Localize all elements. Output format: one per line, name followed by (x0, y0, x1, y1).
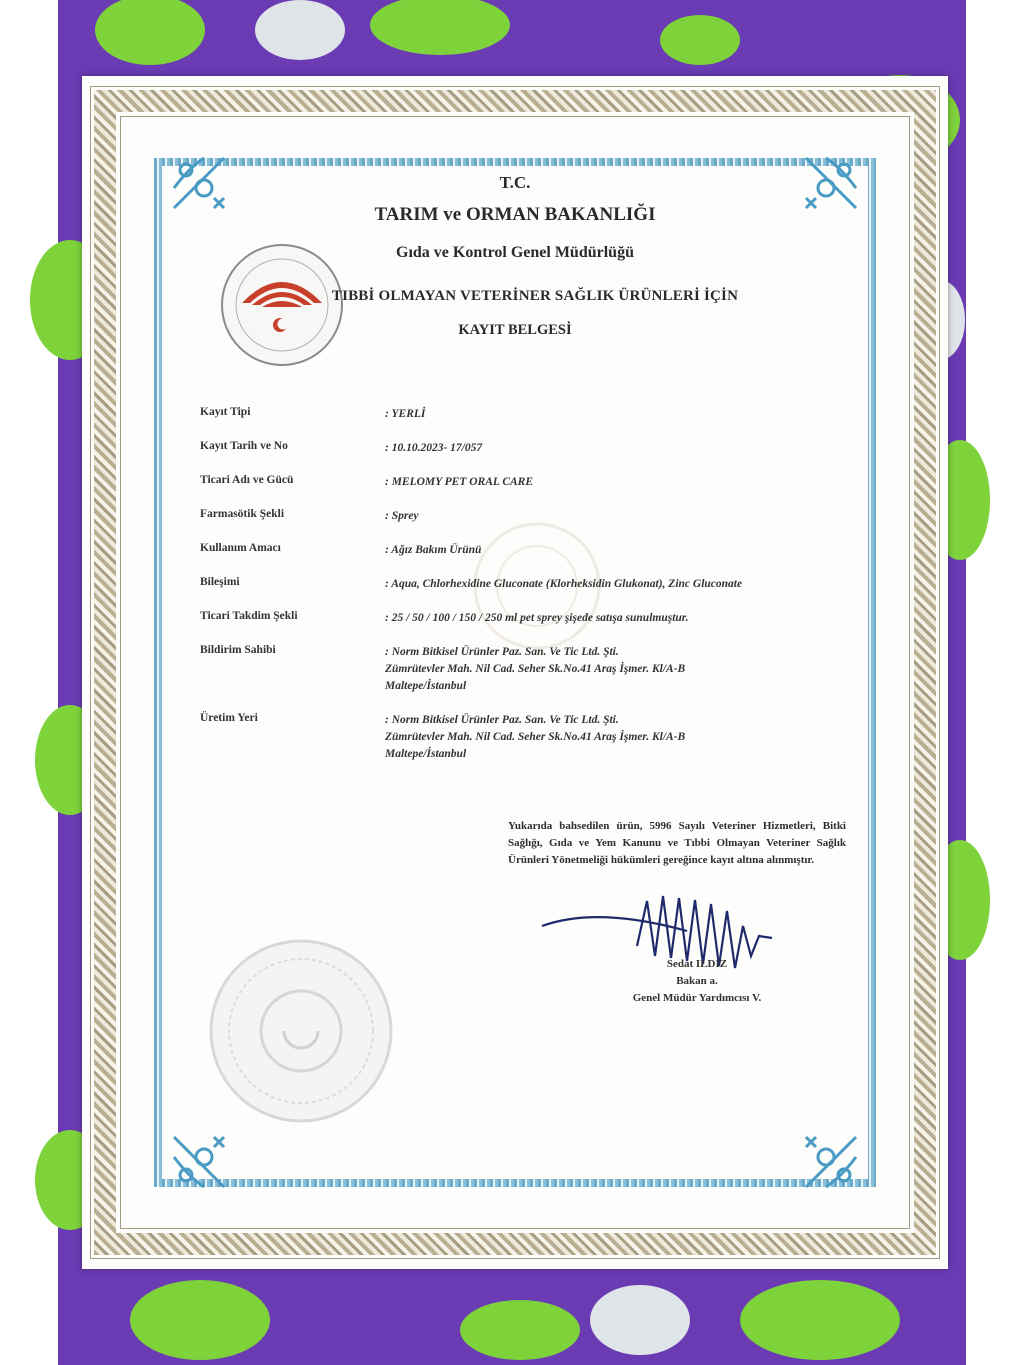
field-label: Kayıt Tarih ve No (200, 440, 288, 452)
field-label: Kullanım Amacı (200, 542, 281, 554)
field-value: : Sprey (385, 510, 419, 522)
registration-statement: Yukarıda bahsedilen ürün, 5996 Sayılı Veteriner Hizmetleri, Bitki Sağlığı, Gıda ve Yem Kanunu ve Tıbbi Olmayan Veteriner Sağlık Ürünleri Yönetmeliği hükümleri gereğince kayıt altına alınmıştır. (508, 820, 846, 866)
registration-certificate (82, 76, 948, 1269)
address-line: : Norm Bitkisel Ürünler Paz. San. Ve Tic Ltd. Şti. (385, 646, 619, 658)
field-value (385, 712, 865, 763)
embossed-seal-icon (206, 936, 396, 1126)
address-line: Maltepe/İstanbul (385, 748, 467, 760)
document-title-line2: KAYIT BELGESİ (458, 322, 572, 338)
signatory-title: Genel Müdür Yardımcısı V. (632, 992, 762, 1004)
field-label: Farmasötik Şekli (200, 508, 285, 520)
field-value: : 25 / 50 / 100 / 150 / 250 ml pet sprey şişede satışa sunulmuştur. (385, 612, 689, 624)
field-value (385, 644, 865, 695)
corner-ornament-icon (786, 1117, 866, 1197)
corner-ornament-icon (164, 1117, 244, 1197)
document-title-line1: TIBBİ OLMAYAN VETERİNER SAĞLIK ÜRÜNLERİ İÇİN (331, 288, 739, 304)
field-label: Kayıt Tipi (200, 406, 251, 418)
field-label: Üretim Yeri (200, 712, 258, 724)
field-label: Ticari Adı ve Gücü (200, 474, 294, 486)
address-line: Zümrütevler Mah. Nil Cad. Seher Sk.No.41 Araş İşmer. Kl/A-B (385, 731, 686, 743)
address-line: Zümrütevler Mah. Nil Cad. Seher Sk.No.41 Araş İşmer. Kl/A-B (385, 663, 686, 675)
signatory-block (582, 956, 812, 1007)
ministry-name: TARIM ve ORMAN BAKANLIĞI (374, 204, 656, 225)
directorate-name: Gıda ve Kontrol Genel Müdürlüğü (396, 244, 634, 261)
address-line: : Norm Bitkisel Ürünler Paz. San. Ve Tic Ltd. Şti. (385, 714, 619, 726)
field-label: Bildirim Sahibi (200, 644, 276, 656)
field-label: Ticari Takdim Şekli (200, 610, 298, 622)
field-value: : Aqua, Chlorhexidine Gluconate (Klorheksidin Glukonat), Zinc Gluconate (385, 578, 743, 590)
address-line: Maltepe/İstanbul (385, 680, 467, 692)
field-value: : Ağız Bakım Ürünü (385, 544, 482, 556)
signatory-name: Sedat ILDIZ (666, 958, 728, 970)
header-tc: T.C. (499, 173, 531, 192)
field-label: Bileşimi (200, 576, 240, 588)
field-value: : YERLİ (385, 408, 426, 420)
field-value: : 10.10.2023- 17/057 (385, 442, 483, 454)
field-value: : MELOMY PET ORAL CARE (385, 476, 534, 488)
signatory-line2: Bakan a. (676, 975, 718, 987)
